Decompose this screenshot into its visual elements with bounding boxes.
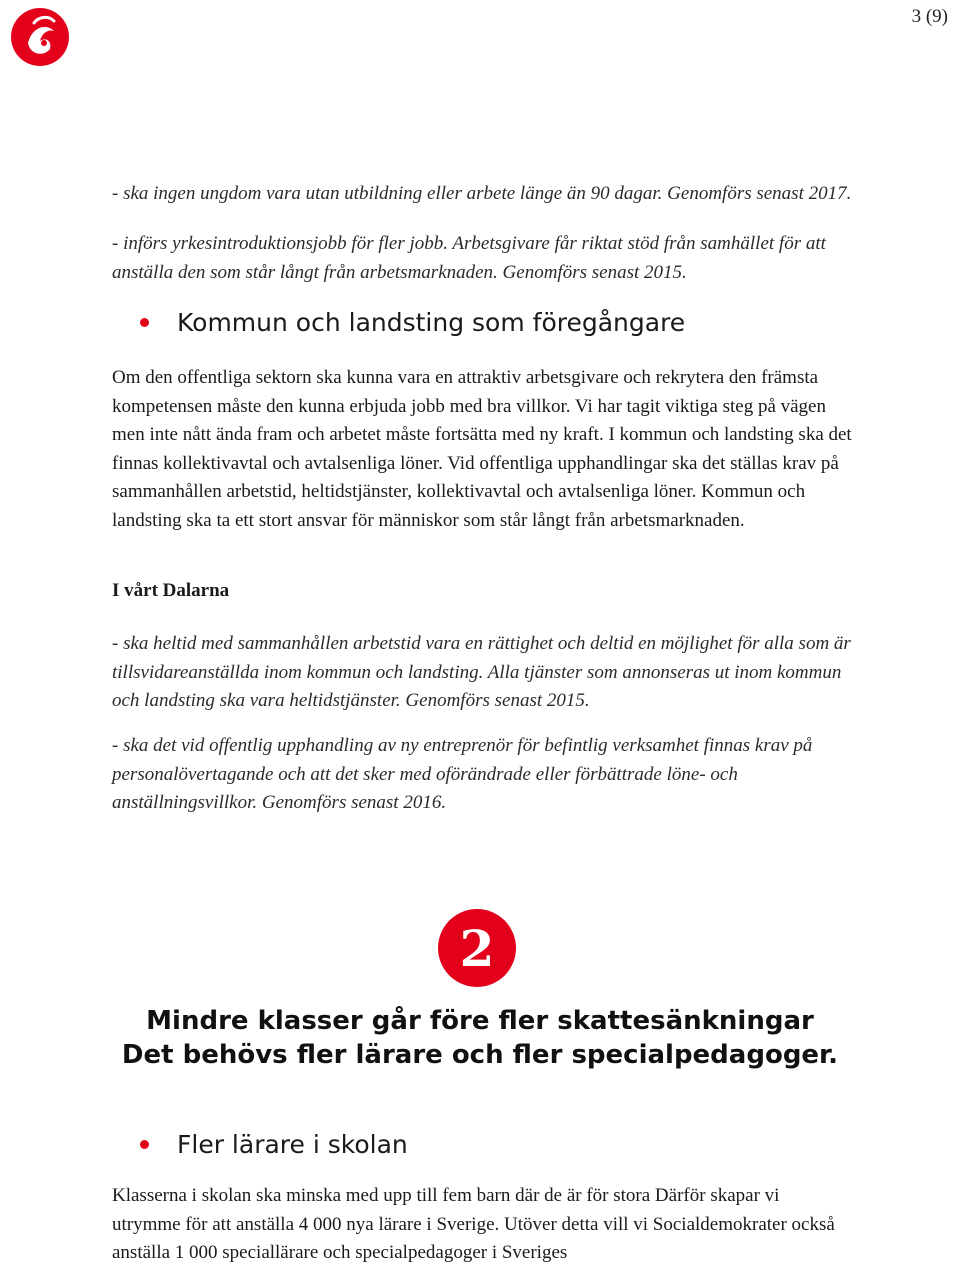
dalarna-item-1: - ska heltid med sammanhållen arbetstid vara en rättighet och deltid en möjlighet för alla som är tillsvidareanställda inom kommun och landsting. Alla tjänster som annonseras ut inom kommun och landsting ska vara heltidstjänster. Genomförs senast 2015. xyxy=(112,633,851,711)
section1-heading xyxy=(140,308,685,337)
intro-item-2: - införs yrkesintroduktionsjobb för fler jobb. Arbetsgivare får riktat stöd från samhället för att anställa den som står långt från arbetsmarknaden. Genomförs senast 2015. xyxy=(112,233,826,283)
section2-body: Klasserna i skolan ska minska med upp till fem barn där de är för stora Därför skapar vi utrymme för att anställa 4 000 nya lärare i Sverige. Utöver detta vill vi Socialdemokrater också anställa 1 000 speciallärare och specialpedagoger i Sveriges xyxy=(112,1185,835,1263)
number-badge: 2 xyxy=(438,909,516,987)
bullet-dot-icon xyxy=(140,318,149,327)
section2-headline-2: Det behövs fler lärare och fler specialpedagoger. xyxy=(121,1040,839,1070)
rose-logo-icon xyxy=(4,3,70,69)
section2-heading-text: Fler lärare i skolan xyxy=(177,1130,408,1159)
section1-heading-text: Kommun och landsting som föregångare xyxy=(177,308,686,337)
dalarna-item-2: - ska det vid offentlig upphandling av ny entreprenör för befintlig verksamhet finnas krav på personalövertagande och att det sker med oförändrade eller förbättrade löne- och anställningsvillkor. Genomförs senast 2016. xyxy=(112,735,813,813)
section1-subheading: I vårt Dalarna xyxy=(112,580,230,601)
section2-heading xyxy=(140,1130,408,1159)
page-number: 3 (9) xyxy=(911,6,948,27)
section2-headline-1: Mindre klasser går före fler skattesänkningar xyxy=(146,1006,814,1036)
section1-body: Om den offentliga sektorn ska kunna vara en attraktiv arbetsgivare och rekrytera den främsta kompetensen måste den kunna erbjuda jobb med bra villkor. Vi har tagit viktiga steg på vägen men inte nått ända fram och arbetet måste fortsätta med ny kraft. I kommun och landsting ska det finnas kollektivavtal och avtalsenliga löner. Vid offentliga upphandlingar ska det ställas krav på sammanhållen arbetstid, heltidstjänster, kollektivavtal och avtalsenliga löner. Kommun och landsting ska ta ett stort ansvar för människor som står långt från arbetsmarknaden. xyxy=(112,367,852,531)
intro-item-1: - ska ingen ungdom vara utan utbildning eller arbete länge än 90 dagar. Genomförs senast 2017. xyxy=(112,183,852,204)
bullet-dot-icon xyxy=(140,1140,149,1149)
